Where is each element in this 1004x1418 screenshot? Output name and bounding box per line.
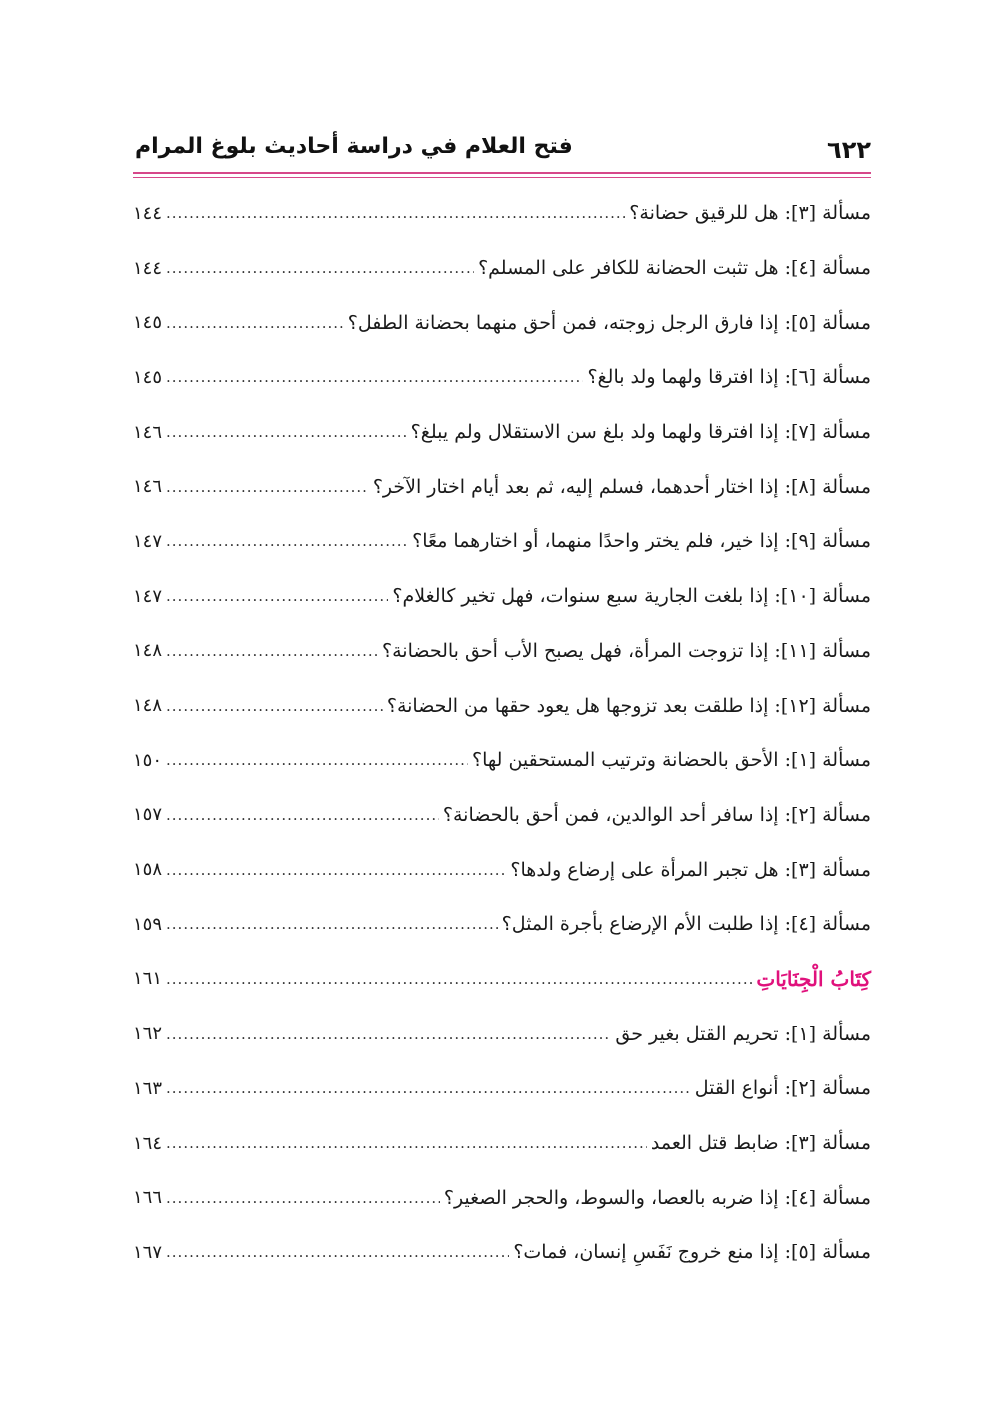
- toc-row: [133, 788, 871, 843]
- leader-dots: [166, 314, 344, 332]
- page-number: ٦٢٢: [827, 136, 871, 164]
- toc-page-number: ١٦٤: [133, 1132, 163, 1154]
- toc-row: [133, 733, 871, 788]
- toc-row: [133, 678, 871, 733]
- leader-dots: [166, 697, 383, 715]
- toc-row: [133, 459, 871, 514]
- toc-page-number: ١٤٧: [133, 530, 163, 552]
- toc-page-number: ١٦٧: [133, 1241, 163, 1263]
- leader-dots: [166, 1189, 440, 1207]
- toc-page-number: ١٤٦: [133, 476, 163, 498]
- toc-entry-title: مسألة [٢]: أنواع القتل: [694, 1077, 871, 1100]
- toc-row: [133, 1061, 871, 1116]
- book-title: فتح العلام في دراسة أحاديث بلوغ المرام: [135, 134, 573, 159]
- toc-page-number: ١٦٢: [133, 1023, 163, 1045]
- toc-row: [133, 569, 871, 624]
- leader-dots: [166, 861, 506, 879]
- toc-page-number: ١٤٦: [133, 421, 163, 443]
- toc-entry-title: مسألة [١]: الأحق بالحضانة وترتيب المستحقين لها؟: [471, 749, 871, 772]
- toc-row: [133, 1170, 871, 1225]
- toc-page-number: ١٥٠: [133, 749, 163, 771]
- toc-entry-title: مسألة [٤]: إذا ضربه بالعصا، والسوط، والحجر الصغير؟: [443, 1186, 871, 1209]
- toc-page-number: ١٦٣: [133, 1077, 163, 1099]
- toc-entry-title: مسألة [٣]: ضابط قتل العمد: [650, 1132, 871, 1155]
- toc-entry-title: مسألة [٤]: هل تثبت الحضانة للكافر على المسلم؟: [478, 257, 871, 280]
- toc-page-number: ١٤٤: [133, 202, 163, 224]
- leader-dots: [166, 532, 408, 550]
- leader-dots: [166, 1079, 691, 1097]
- toc-page-number: ١٥٩: [133, 913, 163, 935]
- toc-entry-title: مسألة [١١]: إذا تزوجت المرأة، فهل يصبح الأب أحق بالحضانة؟: [382, 639, 871, 662]
- toc-row: [133, 842, 871, 897]
- toc-page-number: ١٤٤: [133, 257, 163, 279]
- leader-dots: [166, 204, 625, 222]
- toc-page-number: ١٤٨: [133, 695, 163, 717]
- toc-page-number: ١٤٥: [133, 312, 163, 334]
- toc-page-number: ١٤٧: [133, 585, 163, 607]
- page-header: [133, 128, 871, 172]
- toc-page-number: ١٥٨: [133, 859, 163, 881]
- header-rule: [133, 172, 871, 174]
- toc-row: [133, 1116, 871, 1171]
- leader-dots: [166, 806, 439, 824]
- leader-dots: [166, 478, 369, 496]
- toc-page-number: ١٤٨: [133, 640, 163, 662]
- leader-dots: [166, 1025, 611, 1043]
- toc-chapter-row: [133, 952, 871, 1007]
- leader-dots: [166, 587, 388, 605]
- toc-entry-title: مسألة [٩]: إذا خير، فلم يختر واحدًا منهما، أو اختارهما معًا؟: [412, 530, 871, 553]
- toc-entry-title: مسألة [٣]: هل للرقيق حضانة؟: [629, 202, 871, 225]
- table-of-contents: [133, 186, 871, 1280]
- toc-entry-title: مسألة [١٢]: إذا طلقت بعد تزوجها هل يعود حقها من الحضانة؟: [386, 694, 871, 717]
- leader-dots: [166, 915, 498, 933]
- toc-row: [133, 1006, 871, 1061]
- toc-row: [133, 295, 871, 350]
- toc-row: [133, 241, 871, 296]
- toc-row: [133, 514, 871, 569]
- toc-entry-title: مسألة [٧]: إذا افترقا ولهما ولد بلغ سن الاستقلال ولم يبلغ؟: [410, 421, 871, 444]
- leader-dots: [166, 642, 378, 660]
- header-rule-thin: [133, 177, 871, 178]
- leader-dots: [166, 368, 583, 386]
- toc-entry-title: مسألة [١]: تحريم القتل بغير حق: [615, 1022, 871, 1045]
- leader-dots: [166, 423, 407, 441]
- toc-row: [133, 1225, 871, 1280]
- toc-row: [133, 624, 871, 679]
- toc-page-number: ١٤٥: [133, 366, 163, 388]
- chapter-title: كِتَابُ الْجِنَايَاتِ: [756, 966, 871, 991]
- leader-dots: [166, 1134, 647, 1152]
- toc-entry-title: مسألة [٣]: هل تجبر المرأة على إرضاع ولدها؟: [510, 858, 871, 881]
- toc-entry-title: مسألة [٤]: إذا طلبت الأم الإرضاع بأجرة المثل؟: [501, 913, 871, 936]
- toc-entry-title: مسألة [١٠]: إذا بلغت الجارية سبع سنوات، فهل تخير كالغلام؟: [392, 585, 871, 608]
- toc-row: [133, 897, 871, 952]
- toc-entry-title: مسألة [٦]: إذا افترقا ولهما ولد بالغ؟: [587, 366, 871, 389]
- toc-entry-title: مسألة [٥]: إذا فارق الرجل زوجته، فمن أحق منهما بحضانة الطفل؟: [347, 311, 871, 334]
- leader-dots: [166, 259, 474, 277]
- toc-entry-title: مسألة [٨]: إذا اختار أحدهما، فسلم إليه، ثم بعد أيام اختار الآخر؟: [372, 475, 871, 498]
- toc-page-number: ١٥٧: [133, 804, 163, 826]
- toc-entry-title: مسألة [٢]: إذا سافر أحد الوالدين، فمن أحق بالحضانة؟: [442, 803, 871, 826]
- leader-dots: [166, 1243, 509, 1261]
- toc-entry-title: مسألة [٥]: إذا منع خروج نَفَسِ إنسان، فمات؟: [513, 1241, 871, 1264]
- toc-page-number: ١٦١: [133, 968, 163, 990]
- toc-row: [133, 350, 871, 405]
- toc-page-number: ١٦٦: [133, 1187, 163, 1209]
- toc-row: [133, 405, 871, 460]
- leader-dots: [166, 970, 752, 988]
- toc-row: [133, 186, 871, 241]
- leader-dots: [166, 751, 468, 769]
